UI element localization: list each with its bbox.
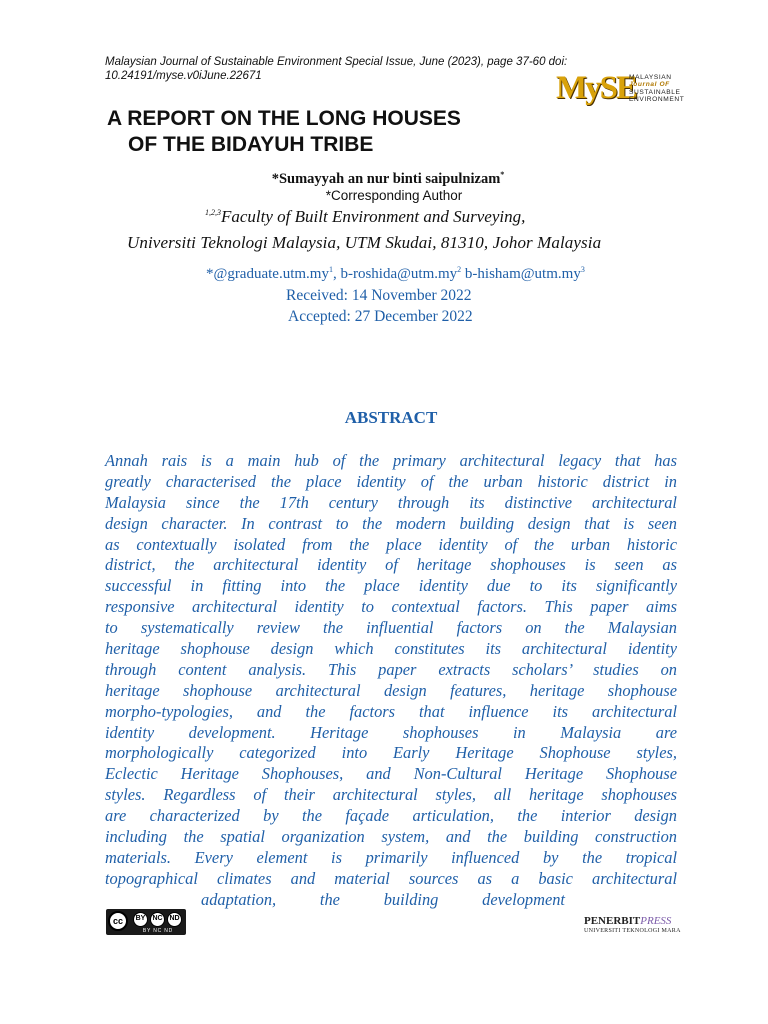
email-3-sup: 3 xyxy=(580,265,585,274)
abstract-body xyxy=(105,451,677,911)
logo-sub-4: ENVIRONMENT xyxy=(629,95,685,103)
corresponding-author: *Corresponding Author xyxy=(325,188,463,203)
abstract-line: are characterized by the façade articulation, the interior design xyxy=(105,806,677,826)
logo-sub-1: MALAYSIAN xyxy=(629,74,672,81)
accepted-date: Accepted: 27 December 2022 xyxy=(288,308,473,325)
myse-logo xyxy=(556,70,685,106)
publisher-name xyxy=(584,915,671,927)
cc-labels: BY NC ND xyxy=(142,928,174,934)
paper-title-line-1: A REPORT ON THE LONG HOUSES xyxy=(107,107,461,130)
abstract-line: heritage shophouse design which constitutes its architectural identity xyxy=(105,639,677,659)
abstract-line: identity development. Heritage shophouses in Malaysia are xyxy=(105,722,677,742)
abstract-line: morphologically categorized into Early Heritage Shophouse styles, xyxy=(105,743,677,763)
author-mark: * xyxy=(500,170,505,179)
abstract-line: through content analysis. This paper extracts scholars’ studies on xyxy=(105,659,677,679)
abstract-line: Annah rais is a main hub of the primary architectural legacy that has xyxy=(105,451,677,470)
creative-commons-badge[interactable] xyxy=(106,909,186,935)
abstract-line: including the spatial organization system, and the building construction xyxy=(105,827,677,847)
abstract-line: Malaysia since the 17th century through its distinctive architectural xyxy=(105,492,677,512)
publisher-penerbit: PENERBIT xyxy=(584,915,641,927)
affiliation-line-2: Universiti Teknologi Malaysia, UTM Skudai, 81310, Johor Malaysia xyxy=(127,233,602,252)
author-emails xyxy=(206,265,585,283)
affiliation-text-1: Faculty of Built Environment and Surveying, xyxy=(221,207,526,226)
abstract-line: as contextually isolated from the place identity of the urban historic xyxy=(105,534,677,554)
publisher-university: UNIVERSITI TEKNOLOGI MARA xyxy=(584,928,681,934)
nd-icon: ND xyxy=(167,912,182,927)
email-2[interactable]: , b-roshida@utm.my xyxy=(332,266,458,282)
author-name-text: *Sumayyah an nur binti saipulnizam xyxy=(271,170,501,187)
email-2-sup: 2 xyxy=(457,265,462,274)
email-3[interactable]: b-hisham@utm.my xyxy=(461,266,581,282)
abstract-line: heritage shophouse architectural design features, heritage shophouse xyxy=(105,680,677,700)
publisher-logo xyxy=(584,915,684,941)
abstract-line: responsive architectural identity to contextual factors. This paper aims xyxy=(105,597,677,617)
paper-title-line-2: OF THE BIDAYUH TRIBE xyxy=(128,133,374,156)
abstract-line: Eclectic Heritage Shophouses, and Non-Cultural Heritage Shophouse xyxy=(105,764,677,784)
logo-sub-2: Journal OF xyxy=(629,81,670,89)
abstract-line: materials. Every element is primarily influenced by the tropical xyxy=(105,847,677,867)
email-1-sup: 1 xyxy=(328,265,333,274)
nc-icon: NC xyxy=(150,912,165,927)
affiliation-sup: 1,2,3 xyxy=(205,208,221,217)
publisher-press: PRESS xyxy=(640,915,672,927)
abstract-heading: ABSTRACT xyxy=(344,408,438,427)
abstract-line: greatly characterised the place identity of the urban historic district in xyxy=(105,471,677,491)
author-name xyxy=(0,170,768,188)
abstract-line: design character. In contrast to the modern building design that is seen xyxy=(105,513,677,533)
received-date: Received: 14 November 2022 xyxy=(286,287,472,304)
abstract-line: adaptation, the building development xyxy=(201,889,565,909)
email-1[interactable]: *@graduate.utm.my xyxy=(206,266,329,282)
logo-subtitle xyxy=(629,74,685,103)
abstract-line: styles. Regardless of their architectural styles, all heritage shophouses xyxy=(105,785,677,805)
affiliation-line-1 xyxy=(205,207,525,227)
journal-citation xyxy=(105,55,625,83)
abstract-line: successful in fitting into the place identity due to its significantly xyxy=(105,576,677,596)
abstract-line: topographical climates and material sources as a basic architectural xyxy=(105,868,677,888)
abstract-line: district, the architectural identity of heritage shophouses is seen as xyxy=(105,555,677,575)
abstract-line: morpho-typologies, and the factors that influence its architectural xyxy=(105,701,677,721)
citation-line-1: Malaysian Journal of Sustainable Environment Special Issue, June (2023), page 37-60 doi: xyxy=(105,56,568,68)
logo-wordmark: MySE xyxy=(556,70,637,106)
logo-sub-3: SUSTAINABLE xyxy=(629,88,681,96)
abstract-line: to systematically review the influential factors on the Malaysian xyxy=(105,618,677,638)
cc-icon: cc xyxy=(108,911,128,931)
citation-line-2: 10.24191/myse.v0iJune.22671 xyxy=(105,70,262,82)
by-icon: BY xyxy=(133,912,148,927)
